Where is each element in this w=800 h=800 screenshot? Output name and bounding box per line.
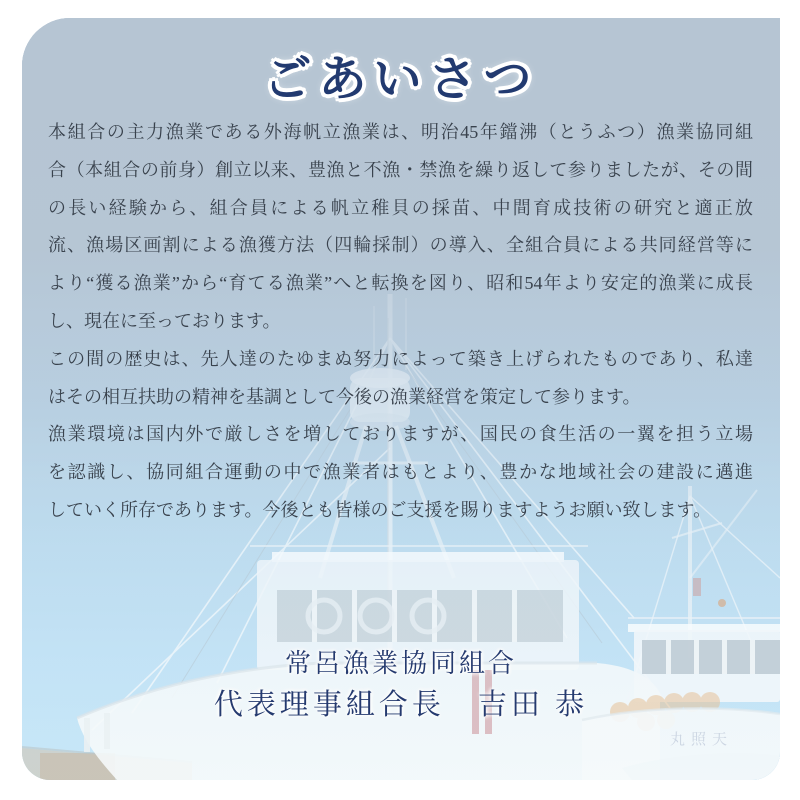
signature-representative: 代表理事組合長 吉田 恭: [213, 689, 589, 721]
paragraph-line: 流、漁場区画割による漁獲方法（四輪採制）の導入、全組合員による共同経営等に: [48, 235, 753, 256]
paragraph-line: 漁業環境は国内外で厳しさを増しておりますが、国民の食生活の一翼を担う立場: [48, 424, 753, 445]
panel-content: [22, 18, 780, 780]
signature-organization: 常呂漁業協同組合: [284, 649, 517, 678]
greeting-panel: [22, 18, 780, 780]
paragraph-line: この間の歴史は、先人達のたゆまぬ努力によって築き上げられたものであり、私達: [48, 348, 753, 369]
paragraph-line: の長い経験から、組合員による帆立稚貝の採苗、中間育成技術の研究と適正放: [48, 197, 753, 218]
paragraph-line: 本組合の主力漁業である外海帆立漁業は、明治45年鐺沸（とうふつ）漁業協同組: [48, 122, 753, 142]
paragraph-line: 合（本組合の前身）創立以来、豊漁と不漁・禁漁を繰り返して参りましたが、その間: [48, 159, 753, 180]
paragraph-line: を認識し、協同組合運動の中で漁業者はもとより、豊かな地域社会の建設に邁進: [48, 462, 753, 483]
paragraph-line: より“獲る漁業”から“育てる漁業”へと転換を図り、昭和54年より安定的漁業に成長: [48, 273, 753, 294]
paragraph-line: し、現在に至っております。: [48, 310, 281, 331]
paragraph-line: はその相互扶助の精神を基調として今後の漁業経営を策定して参ります。: [48, 386, 641, 407]
page-title: ごあいさつ: [263, 51, 539, 107]
paragraph-line: していく所存であります。今後とも皆様のご支援を賜りますようお願い致します。: [48, 499, 712, 520]
greeting-paragraph: [48, 114, 753, 530]
